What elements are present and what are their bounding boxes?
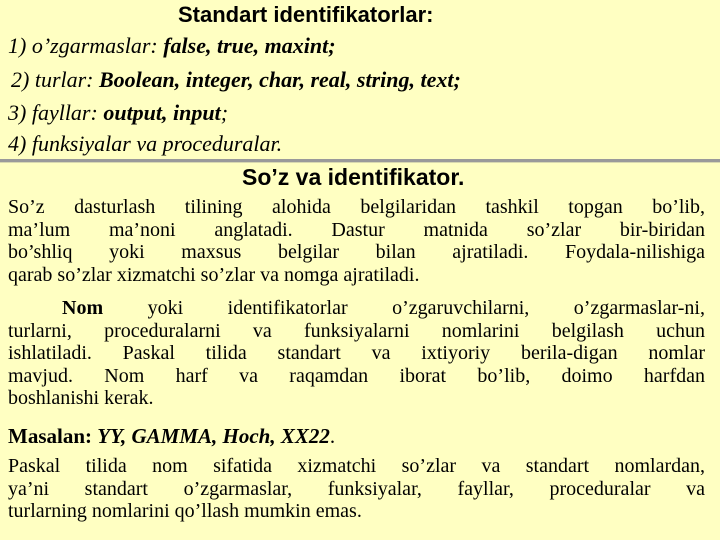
term-nom: Nom — [62, 297, 104, 319]
section-title: So’z va identifikator. — [242, 164, 465, 190]
paragraph-line-text: yoki identifikatorlar o’zgaruvchilarni, o’zgarmaslar-ni, — [103, 297, 705, 319]
list-item-constants — [8, 33, 336, 59]
slide-title: Standart identifikatorlar: — [178, 2, 434, 27]
paragraph-line: qarab so’zlar xizmatchi so’zlar va nomga ajratiladi. — [8, 263, 420, 286]
list-item-prefix: 2) turlar: — [11, 67, 99, 92]
list-item-value: false, true, maxint; — [163, 33, 336, 58]
list-item-functions — [8, 131, 282, 157]
section-divider — [0, 159, 720, 163]
paragraph-line: So’z dasturlash tilining alohida belgilaridan tashkil topgan bo’lib, — [8, 196, 705, 218]
paragraph-restriction — [8, 455, 705, 523]
paragraph-line: turlarning nomlarini qo’llash mumkin emas. — [8, 500, 362, 522]
paragraph-line — [8, 297, 705, 320]
example-label: Masalan: — [8, 424, 98, 448]
list-item-types — [11, 67, 461, 93]
list-item-value: Boolean, integer, char, real, string, text; — [99, 67, 461, 92]
list-item-prefix: 4) funksiyalar va proceduralar. — [8, 131, 283, 156]
paragraph-line: bo’shliq yoki maxsus belgilar bilan ajratiladi. Foydala-nilishiga — [8, 241, 705, 263]
paragraph-line: ma’lum ma’noni anglatadi. Dastur matnida so’zlar bir-biridan — [8, 218, 705, 241]
list-item-value: output, input — [103, 100, 221, 125]
paragraph-line: turlarni, proceduralarni va funksiyalarni nomlarini belgilash uchun — [8, 319, 705, 342]
paragraph-line: Paskal tilida nom sifatida xizmatchi so’zlar va standart nomlardan, — [8, 455, 705, 477]
list-item-suffix: ; — [220, 100, 229, 125]
paragraph-words — [8, 196, 705, 286]
paragraph-line: ishlatiladi. Paskal tilida standart va ixtiyoriy berila-digan nomlar — [8, 342, 705, 364]
list-item-prefix: 3) fayllar: — [8, 100, 104, 125]
paragraph-line: ya’ni standart o’zgarmaslar, funksiyalar, fayllar, proceduralar va — [8, 477, 705, 500]
example-end: . — [329, 424, 336, 448]
paragraph-line: boshlanishi kerak. — [8, 387, 154, 409]
paragraph-line: mavjud. Nom harf va raqamdan iborat bo’lib, doimo harfdan — [8, 364, 705, 387]
list-item-prefix: 1) o’zgarmaslar: — [8, 33, 164, 58]
example-line — [8, 424, 335, 449]
example-values: YY, GAMMA, Hoch, XX22 — [97, 424, 330, 448]
paragraph-names — [8, 297, 705, 410]
list-item-files — [8, 100, 228, 126]
